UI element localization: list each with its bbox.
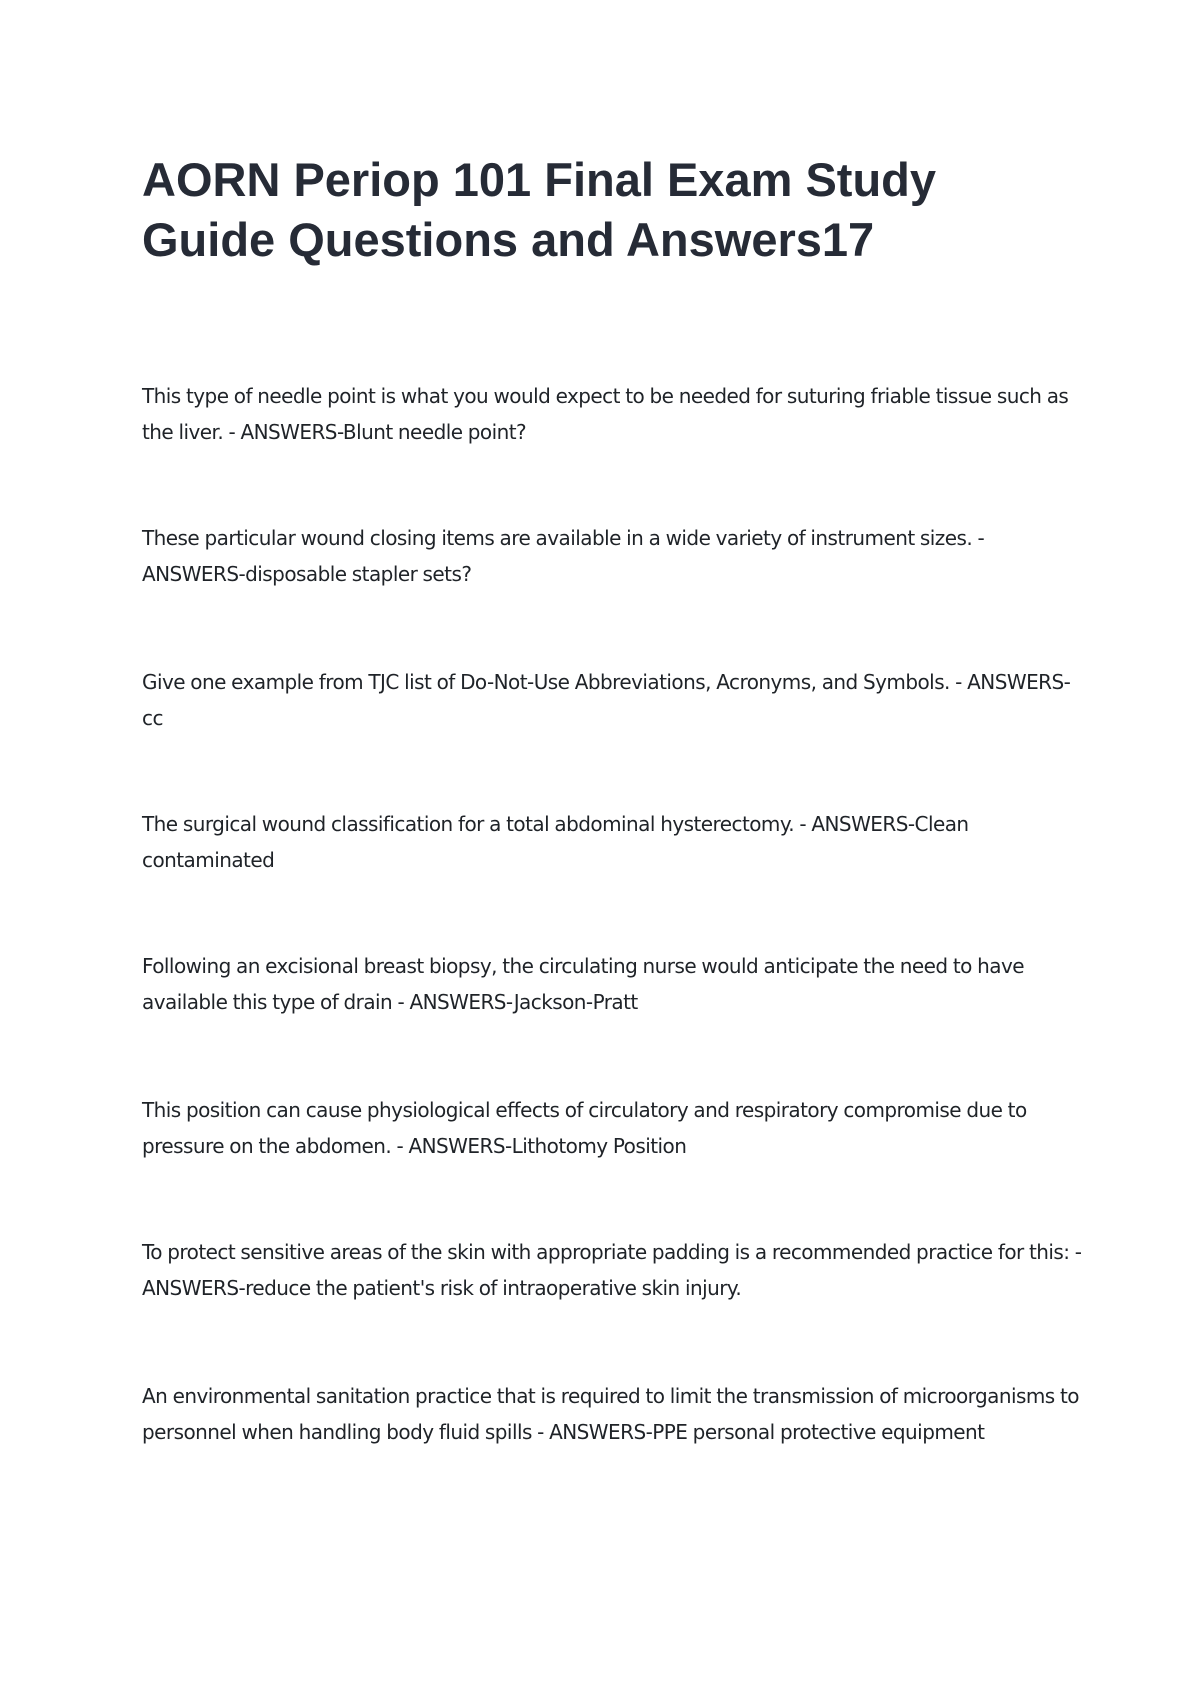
qa-item-1: This type of needle point is what you would expect to be needed for suturing friable tissue such as the liver. - ANSWERS-Blunt needle point?: [142, 384, 1069, 444]
qa-item-2: These particular wound closing items are available in a wide variety of instrument sizes. - ANSWERS-disposable stapler sets?: [142, 526, 985, 586]
qa-item-7: To protect sensitive areas of the skin with appropriate padding is a recommended practice for this: - ANSWERS-reduce the patient's risk of intraoperative skin injury.: [142, 1240, 1082, 1300]
qa-item-4: The surgical wound classification for a total abdominal hysterectomy. - ANSWERS-Clean contaminated: [142, 812, 969, 872]
qa-item-3: Give one example from TJC list of Do-Not-Use Abbreviations, Acronyms, and Symbols. - ANSWERS-cc: [142, 670, 1071, 730]
qa-item-8: An environmental sanitation practice that is required to limit the transmission of microorganisms to personnel when handling body fluid spills - ANSWERS-PPE personal protective equipment: [142, 1384, 1079, 1444]
qa-item-5: Following an excisional breast biopsy, the circulating nurse would anticipate the need to have available this type of drain - ANSWERS-Jackson-Pratt: [142, 954, 1024, 1014]
document-title: AORN Periop 101 Final Exam Study Guide Questions and Answers17: [142, 153, 936, 266]
qa-item-6: This position can cause physiological effects of circulatory and respiratory compromise due to pressure on the abdomen. - ANSWERS-Lithotomy Position: [142, 1098, 1027, 1158]
